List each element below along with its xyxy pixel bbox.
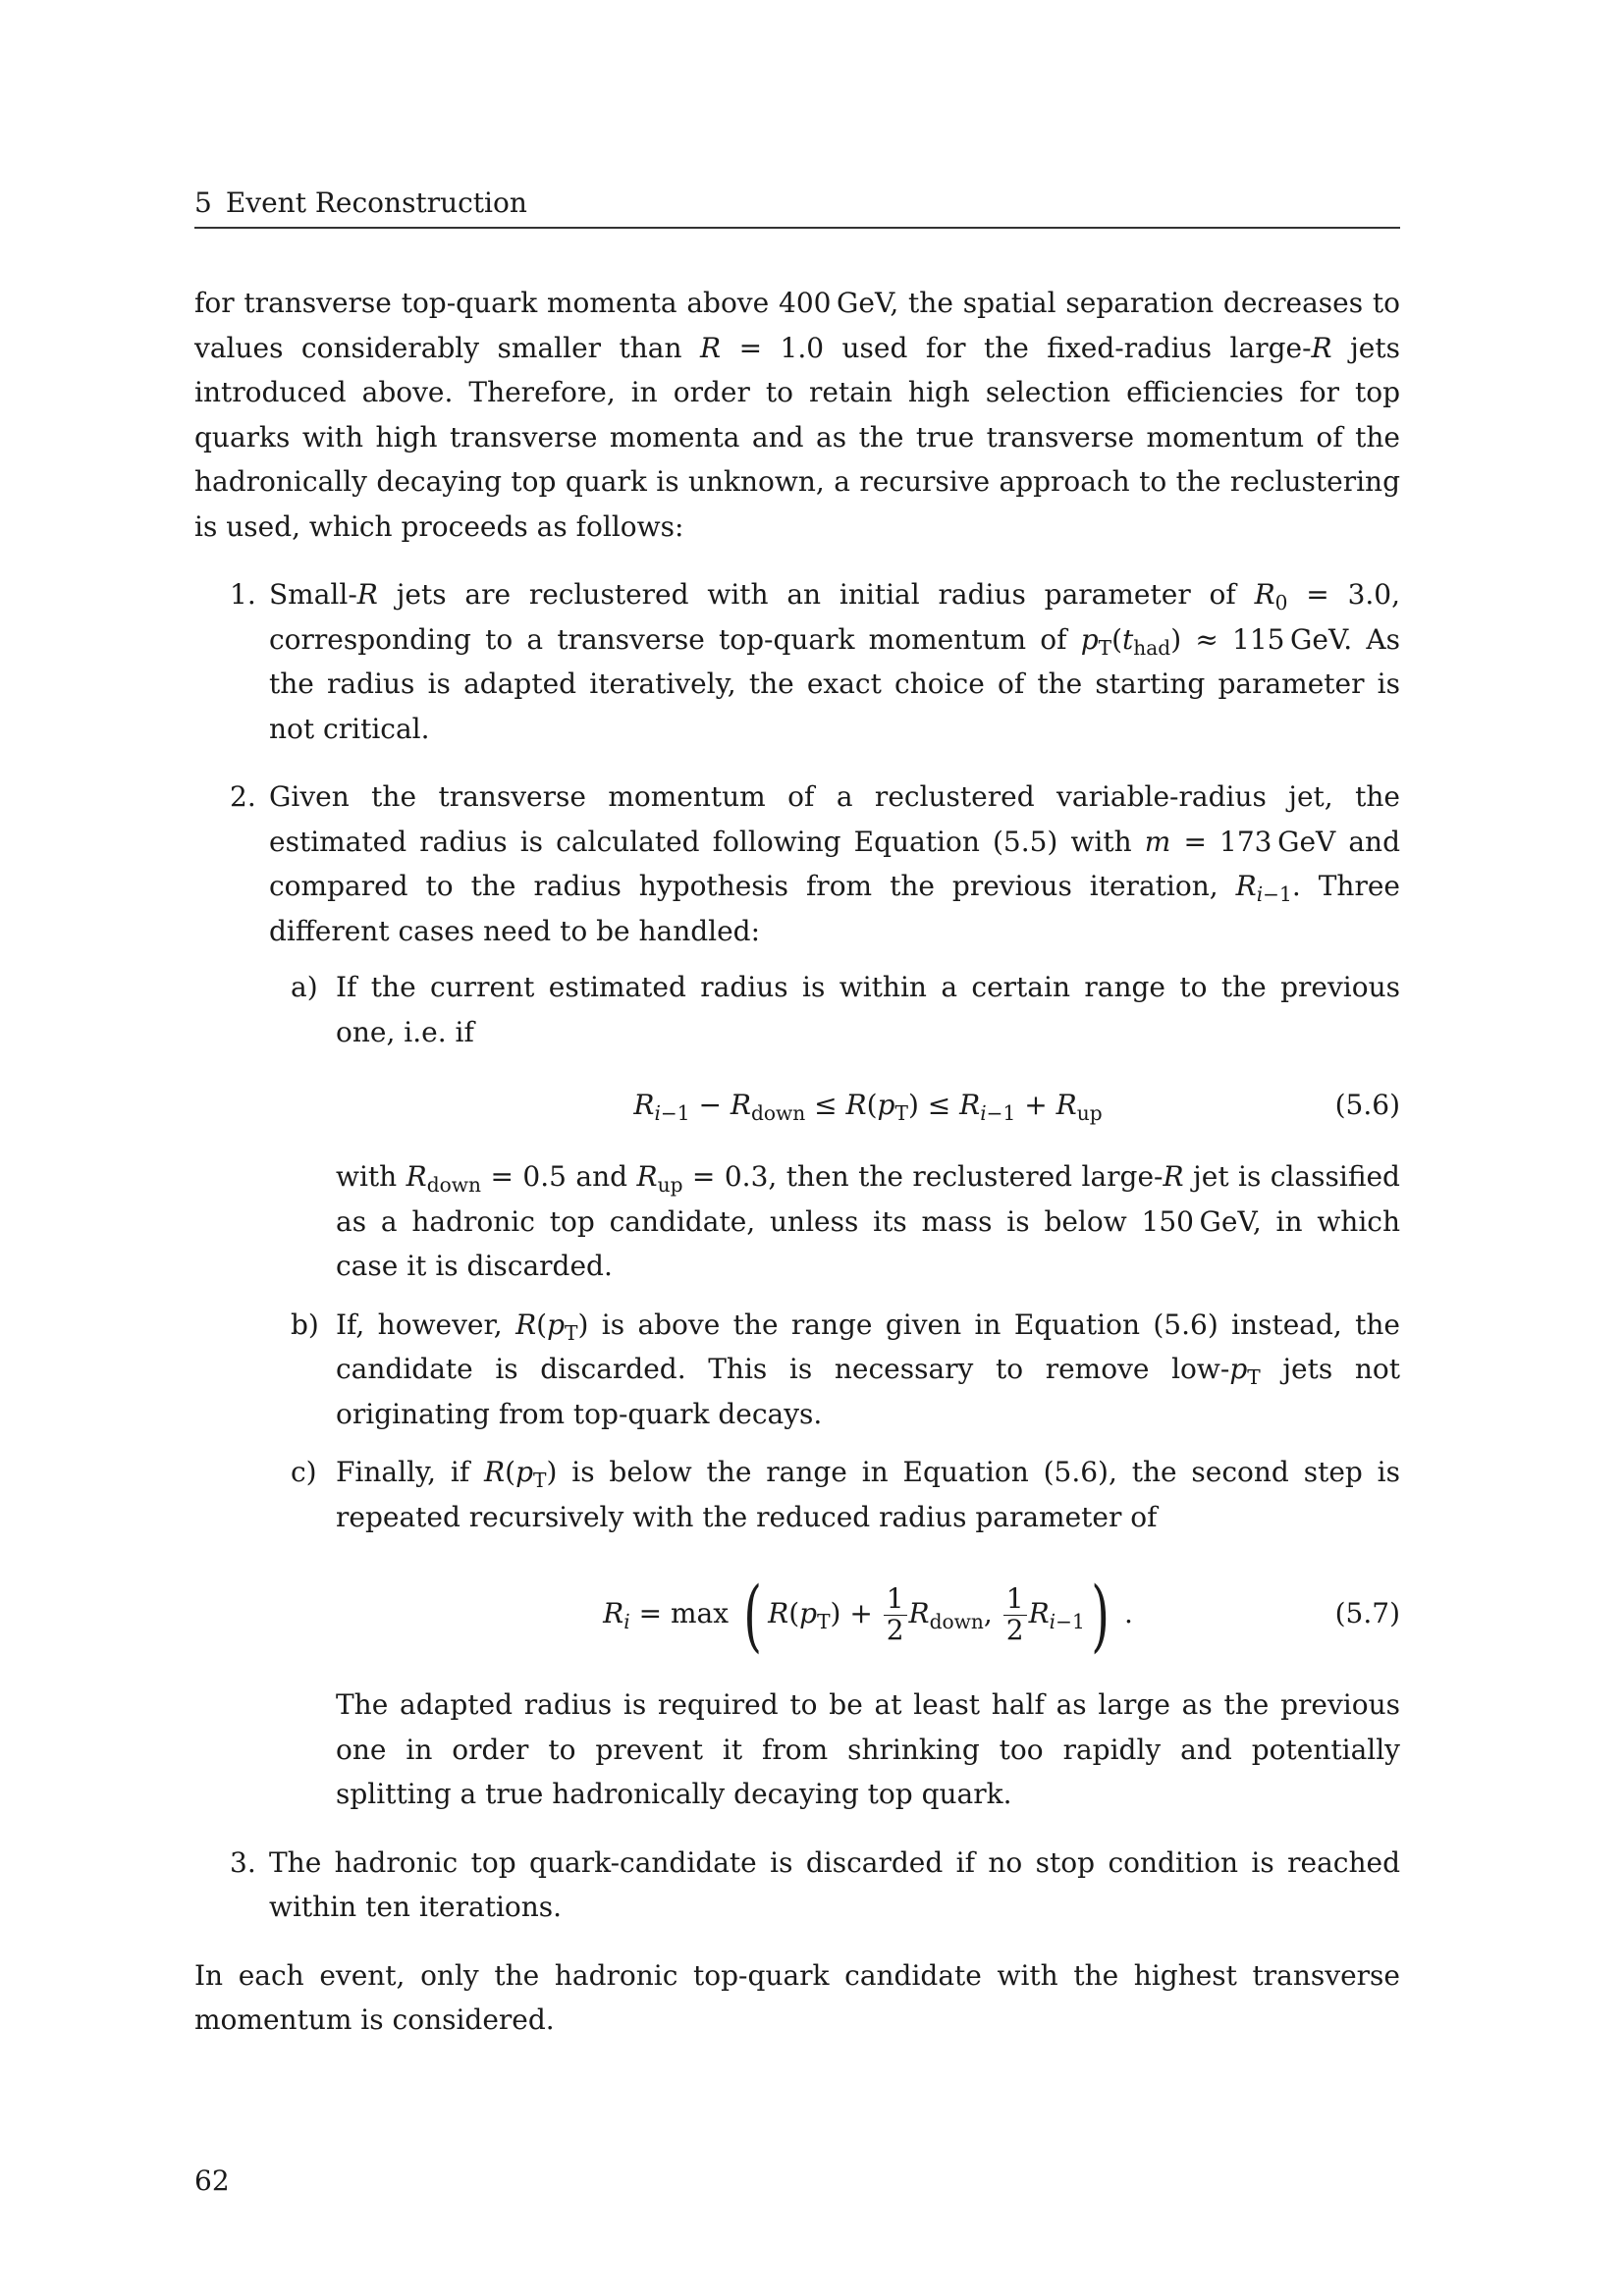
list-item-step-1 xyxy=(194,572,1400,751)
chapter-title: Event Reconstruction xyxy=(225,187,527,219)
list-marker: 2. xyxy=(230,780,256,813)
page-number: 62 xyxy=(194,2164,230,2197)
running-header xyxy=(194,187,1400,229)
equation-body: $R_{i-1} - R_{down} \le R(p_T) \le R_{i-1} + R_{up}$ xyxy=(633,1089,1103,1126)
list-marker: a) xyxy=(291,971,318,1003)
equation-5-6 xyxy=(336,1078,1400,1133)
list-item-case-b xyxy=(269,1303,1400,1437)
step-3-text: The hadronic top quark-candidate is discarded if no stop condition is reached within ten iterations. xyxy=(269,1845,1400,1923)
list-item-case-c xyxy=(269,1450,1400,1817)
list-item-step-3 xyxy=(194,1841,1400,1930)
chapter-number: 5 xyxy=(194,187,212,219)
case-a-text: If the current estimated radius is within a certain range to the previous one, i.e. if xyxy=(336,971,1400,1048)
equation-number: (5.7) xyxy=(1334,1597,1400,1629)
list-marker: b) xyxy=(291,1308,319,1341)
equation-number: (5.6) xyxy=(1334,1089,1400,1121)
conclusion-paragraph: In each event, only the hadronic top-quark candidate with the highest transverse momentum is considered. xyxy=(194,1958,1400,2036)
equation-5-7 xyxy=(336,1565,1400,1663)
case-b-text: If, however, $R(p_T)$ is above the range given in Equation (5.6) instead, the candidate is discarded. This is necessary to remove low-$p_T$ jets not originating from top-quark decays. xyxy=(336,1308,1401,1430)
procedure-list xyxy=(194,572,1400,1930)
intro-paragraph: for transverse top-quark momenta above 400 GeV, the spatial separation decreases to values considerably smaller than R = 1.0 used for the fixed-radius large-R jets introduced above. Therefore, in order to retain high selection efficiencies for top quarks with high transverse momenta and as the true transverse momentum of the hadronically decaying top quark is unknown, a recursive approach to the reclustering is used, which proceeds as follows: xyxy=(194,287,1400,543)
step-1-text: Small-R jets are reclustered with an initial radius parameter of $R_0 = 3.0$, corresponding to a transverse top-quark momentum of $p_T(t_{had}) \approx 115$ GeV. As the radius is adapted iteratively, the exact choice of the starting parameter is not critical. xyxy=(269,578,1400,745)
list-item-step-2 xyxy=(194,774,1400,1817)
case-c-continuation: The adapted radius is required to be at least half as large as the previous one in order to prevent it from shrinking too rapidly and potentially splitting a true hadronically decaying top quark. xyxy=(336,1688,1400,1810)
list-marker: 1. xyxy=(230,578,256,611)
step-2-text: Given the transverse momentum of a reclustered variable-radius jet, the estimated radius is calculated following Equation (5.5) with m = 173 GeV and compared to the radius hypothesis from the previous iteration, $R_{i-1}$. Three different cases need to be handled: xyxy=(269,780,1400,947)
case-c-text: Finally, if $R(p_T)$ is below the range in Equation (5.6), the second step is repeated recursively with the reduced radius parameter of xyxy=(336,1456,1400,1533)
list-marker: 3. xyxy=(230,1845,256,1879)
case-list xyxy=(269,965,1400,1817)
body-text xyxy=(194,281,1400,2043)
list-marker: c) xyxy=(291,1456,317,1488)
equation-body: $R_i = \max$ ( $R(p_T)$ + $\frac{1}{2}$ $R_{down}$, $\frac{1}{2}$ $R_{i-1}$) . xyxy=(603,1569,1133,1661)
list-item-case-a xyxy=(269,965,1400,1289)
case-a-continuation: with $R_{down} = 0.5$ and $R_{up} = 0.3$, then the reclustered large-R jet is classified as a hadronic top candidate, unless its mass is below 150 GeV, in which case it is discarded. xyxy=(336,1160,1400,1282)
